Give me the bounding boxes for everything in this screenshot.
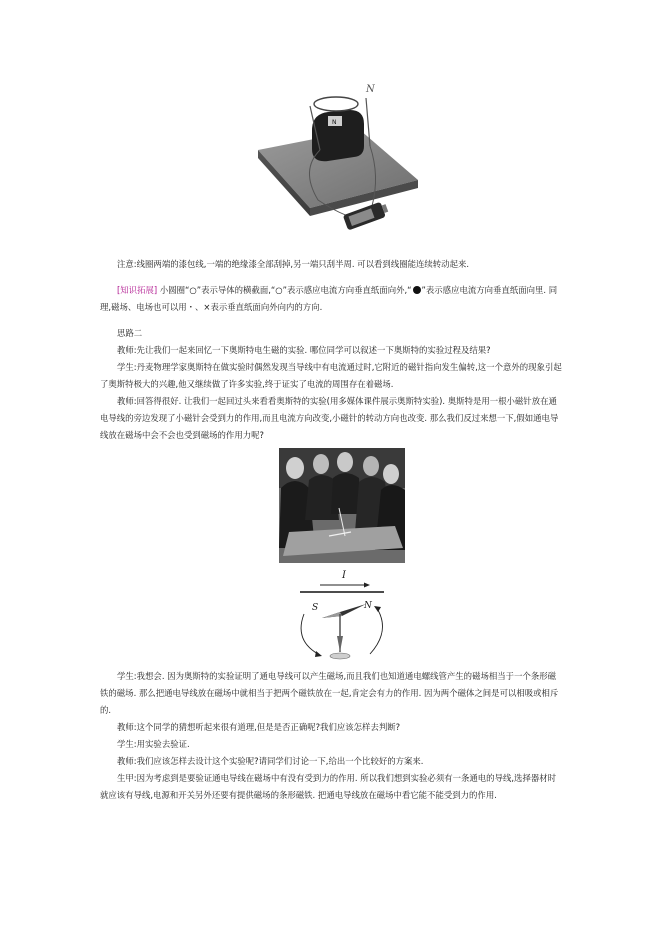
south-pole-label: S bbox=[312, 603, 319, 613]
route-two-heading: 思路二 bbox=[117, 328, 143, 338]
svg-text:N: N bbox=[332, 119, 337, 126]
knowledge-extension-tag: [知识拓展] bbox=[117, 285, 158, 295]
north-pole-label: N bbox=[364, 601, 372, 611]
filled-dot-icon bbox=[413, 286, 421, 294]
teacher-paragraph-2: 教师:回答得很好. 让我们一起回过头来看看奥斯特的实验(用多媒体课件展示奥斯特实验). 奥斯特是用一根小磁针放在通电导线的旁边发现了小磁针会受到力的作用,而且电流方向改变,小磁针的转动方向也改变. 那么我们反过来想一下,假如通电导线放在磁场中会不会也受到磁场的作用力呢? bbox=[100, 396, 559, 440]
rotation-arrow-left bbox=[301, 614, 318, 654]
student-paragraph-1: 学生:丹麦物理学家奥斯特在做实验时偶然发现当导线中有电流通过时,它附近的磁针指向发生偏转,这一个意外的现象引起了奥斯特极大的兴趣,他又继续做了许多实验,终于证实了电流的周围存在着磁场. bbox=[100, 362, 562, 389]
note-paragraph: 注意:线圈两端的漆包线,一端的绝缘漆全部刮掉,另一端只刮半周. 可以看到线圈能连续转动起来. bbox=[117, 259, 470, 269]
compass-needle-diagram bbox=[282, 566, 392, 666]
motor-apparatus-figure bbox=[250, 70, 430, 250]
rotation-arrow-right bbox=[370, 610, 383, 654]
oersted-engraving-figure bbox=[279, 448, 405, 563]
teacher-paragraph-1: 教师:先让我们一起来回忆一下奥斯特电生磁的实验. 哪位同学可以叙述一下奥斯特的实验过程及结果? bbox=[117, 345, 491, 355]
student-paragraph-3: 学生:用实验去验证. bbox=[117, 739, 190, 749]
wire-coil bbox=[314, 97, 358, 111]
knowledge-extension-paragraph bbox=[100, 282, 562, 316]
teacher-paragraph-3: 教师:这个同学的猜想听起来很有道理,但是是否正确呢?我们应该怎样去判断? bbox=[117, 722, 401, 732]
motor-n-label: N bbox=[366, 84, 375, 95]
extension-text-a: 小圆圈“○”表示导体的横截面,“○”表示感应电流方向垂直纸面向外,“ bbox=[159, 285, 412, 295]
student-paragraph-2: 学生:我想会. 因为奥斯特的实验证明了通电导线可以产生磁场,而且我们也知道通电螺线管产生的磁场相当于一个条形磁铁的磁场. 那么把通电导线放在磁场中就相当于把两个磁铁放在一起,肯定会有力的作用. 因为两个磁体之间是可以相吸或相斥的. bbox=[100, 671, 559, 715]
student-paragraph-4: 生甲:因为考虑到是要验证通电导线在磁场中有没有受到力的作用. 所以我们想到实验必须有一条通电的导线,选择器材时就应该有导线,电源和开关另外还要有提供磁场的条形磁铁. 把通电导线放在磁场中看它能不能受到力的作用. bbox=[100, 773, 557, 800]
extension-text-b: ”表示感应电流方向垂直纸面向里. 同理,磁场、电场也可以用・、×表示垂直纸面向外向内的方向. bbox=[100, 285, 558, 312]
teacher-paragraph-4: 教师:我们应该怎样去设计这个实验呢?请同学们讨论一下,给出一个比较好的方案来. bbox=[117, 756, 424, 766]
current-label: I bbox=[342, 570, 346, 581]
